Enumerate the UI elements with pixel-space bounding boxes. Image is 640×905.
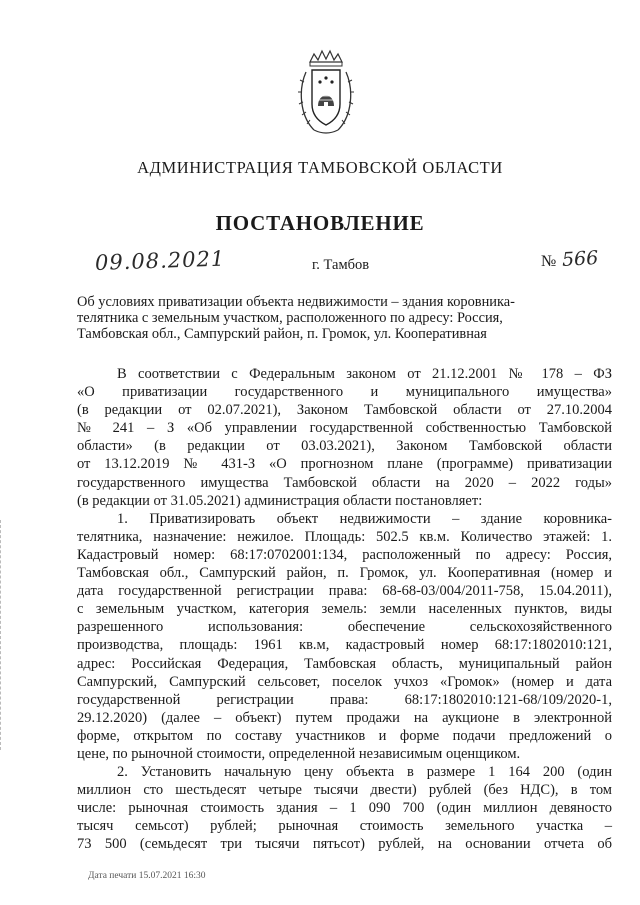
body-line: числе: рыночная стоимость здания – 1 090 700 (один миллион девяносто <box>77 800 612 817</box>
body-line: 2. Установить начальную цену объекта в размере 1 164 200 (один <box>117 764 612 781</box>
handwritten-number: 566 <box>561 247 599 271</box>
body-line: № 241 – З «Об управлении государственной собственностью Тамбовской <box>77 420 612 437</box>
subject-line: Об условиях приватизации объекта недвижимости – здания коровника- <box>77 294 515 310</box>
body-line: 29.12.2020) (далее – объект) путем продажи на аукционе в электронной <box>77 709 612 726</box>
organization-name: АДМИНИСТРАЦИЯ ТАМБОВСКОЙ ОБЛАСТИ <box>137 158 503 177</box>
number-sign: № <box>541 253 557 270</box>
body-line: (в редакции от 31.05.2021) администрация области постановляет: <box>77 492 483 509</box>
body-line: дата государственной регистрации права: 68-68-03/004/2011-758, 15.04.2011), <box>77 583 612 600</box>
body-line: от 13.12.2019 № 431-З «О прогнозном плане (программе) приватизации <box>77 456 612 473</box>
body-line: форме, открытом по составу участников и форме подачи предложений о <box>77 727 612 744</box>
body-line: 1. Приватизировать объект недвижимости – здание коровника- <box>117 510 612 527</box>
body-line: «О приватизации государственного и муниципального имущества» <box>77 384 612 401</box>
handwritten-date: 09.08.2021 <box>94 246 226 275</box>
body-line: (в редакции от 02.07.2021), Законом Тамбовской области от 27.10.2004 <box>77 402 612 419</box>
body-line: Сампурский, Сампурский сельсовет, поселок учхоз «Громок» (номер и дата <box>77 673 612 690</box>
body-line: тысяч семьсот) рублей; рыночная стоимость земельного участка – <box>77 818 612 835</box>
document-subject <box>77 294 612 342</box>
body-line: разрешенного использования: обеспечение сельскохозяйственного <box>77 619 612 636</box>
document-type-title: ПОСТАНОВЛЕНИЕ <box>215 211 425 235</box>
body-line: с земельным участком, категория земель: земли населенных пунктов, виды <box>77 601 612 618</box>
body-line: В соответствии с Федеральным законом от 21.12.2001 № 178 – ФЗ <box>117 366 612 382</box>
body-line: адрес: Российская Федерация, Тамбовская область, муниципальный район <box>77 655 612 672</box>
body-line: телятника, назначение: нежилое. Площадь: 502.5 кв.м. Количество этажей: 1. <box>77 528 612 545</box>
body-line: Кадастровый номер: 68:17:0702001:134, расположенный по адресу: Россия, <box>77 546 612 563</box>
body-line: миллион сто шестьдесят четыре тысячи двести) рублей (без НДС), в том <box>77 782 612 799</box>
body-line: Тамбовская обл., Сампурский район, п. Громок, ул. Кооперативная (номер и <box>77 565 612 582</box>
city-name: г. Тамбов <box>312 257 370 273</box>
body-line: государственного имущества Тамбовской области на 2020 – 2022 годы» <box>77 474 612 491</box>
coat-of-arms-emblem <box>296 48 356 138</box>
scan-edge-mark <box>0 520 4 750</box>
body-line: области» (в редакции от 03.03.2021), Законом Тамбовской области <box>77 438 612 455</box>
subject-line: телятника с земельным участком, расположенного по адресу: Россия, <box>77 310 503 326</box>
body-line: 73 500 (семьдесят три тысячи пятьсот) рублей, на основании отчета об <box>77 836 612 853</box>
body-line: цене, по рыночной стоимости, определенной независимым оценщиком. <box>77 745 521 762</box>
print-date-footer: Дата печати 15.07.2021 16:30 <box>88 871 206 881</box>
document-body <box>77 365 612 854</box>
body-line: производства, площадь: 1961 кв.м, кадастровый номер 68:17:1802010:121, <box>77 637 612 654</box>
subject-line: Тамбовская обл., Сампурский район, п. Громок, ул. Кооперативная <box>77 326 487 342</box>
body-line: государственной регистрации права: 68:17:1802010:121-68/109/2020-1, <box>77 691 612 708</box>
